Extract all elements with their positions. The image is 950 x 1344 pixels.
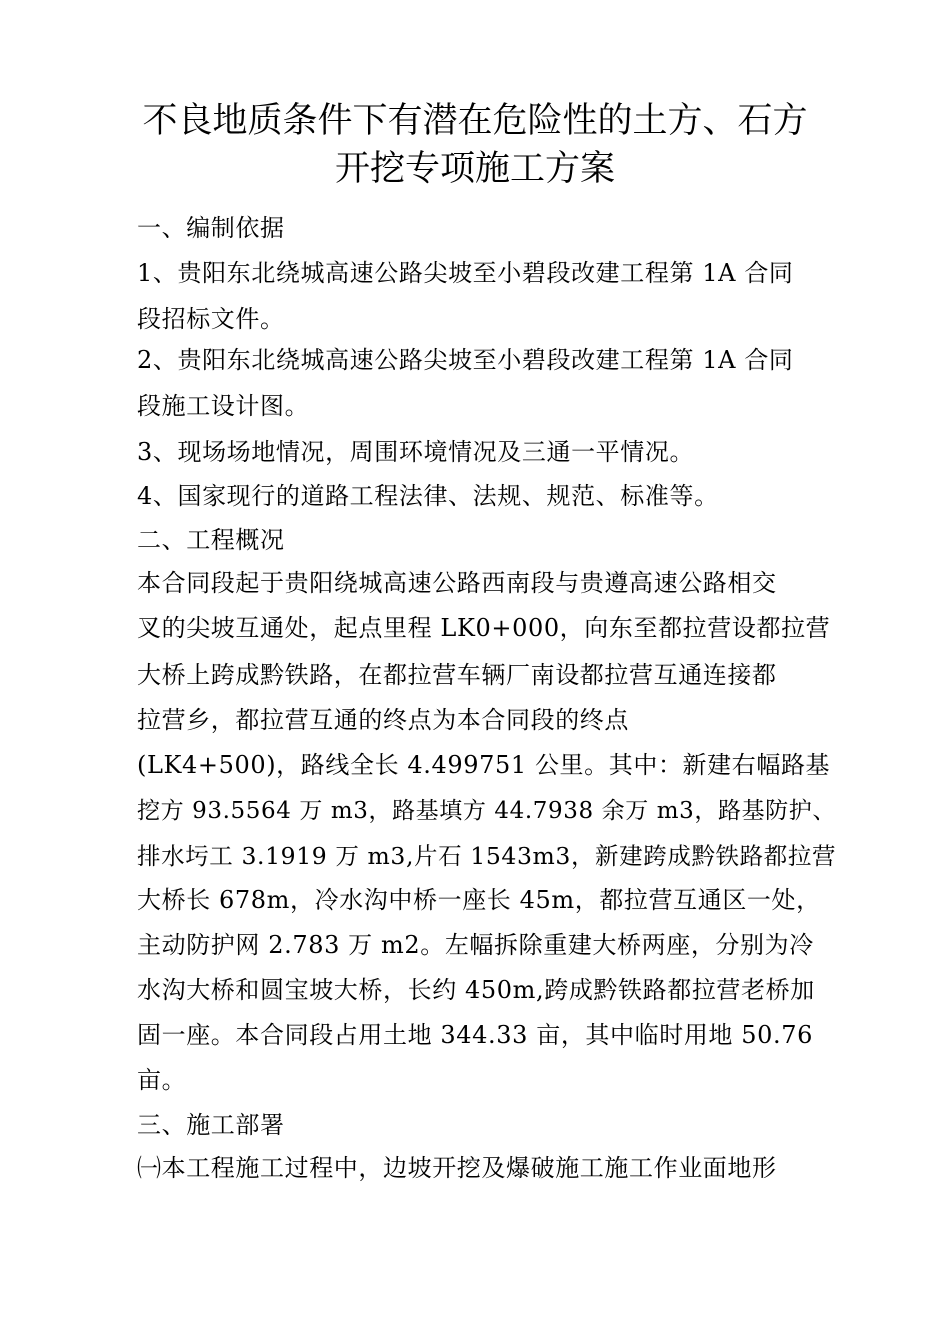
deployment-paragraph-line-1: ㈠本工程施工过程中，边坡开挖及爆破施工施工作业面地形: [137, 1154, 777, 1182]
basis-item-2-line-1: 2、贵阳东北绕城高速公路尖坡至小碧段改建工程第 1A 合同: [137, 346, 794, 374]
overview-paragraph-line-5: (LK4+500)，路线全长 4.499751 公里。其中：新建右幅路基: [137, 751, 831, 779]
document-title-line-2: 开挖专项施工方案: [334, 149, 615, 189]
overview-paragraph-line-9: 主动防护网 2.783 万 m2。左幅拆除重建大桥两座，分别为冷: [137, 931, 814, 959]
basis-item-1-line-2: 段招标文件。: [137, 305, 285, 333]
overview-paragraph-line-11: 固一座。本合同段占用土地 344.33 亩，其中临时用地 50.76: [137, 1021, 813, 1049]
overview-paragraph-line-8: 大桥长 678m，冷水沟中桥一座长 45m，都拉营互通区一处，: [137, 886, 821, 914]
overview-paragraph-line-6: 挖方 93.5564 万 m3，路基填方 44.7938 余万 m3，路基防护、: [137, 798, 836, 824]
overview-paragraph-line-3: 大桥上跨成黔铁路，在都拉营车辆厂南设都拉营互通连接都: [137, 661, 777, 689]
section-heading-basis: 一、编制依据: [137, 214, 285, 242]
overview-paragraph-line-10: 水沟大桥和圆宝坡大桥，长约 450m,跨成黔铁路都拉营老桥加: [137, 976, 815, 1004]
overview-paragraph-line-1: 本合同段起于贵阳绕城高速公路西南段与贵遵高速公路相交: [137, 569, 777, 597]
section-heading-deployment: 三、施工部署: [137, 1111, 285, 1139]
overview-paragraph-line-7: 排水圬工 3.1919 万 m3,片石 1543m3，新建跨成黔铁路都拉营: [137, 842, 837, 870]
basis-item-2-line-2: 段施工设计图。: [137, 392, 310, 420]
overview-paragraph-line-12: 亩。: [137, 1066, 187, 1094]
document-title-line-1: 不良地质条件下有潜在危险性的土方、石方: [142, 101, 808, 141]
overview-paragraph-line-2: 叉的尖坡互通处，起点里程 LK0+000，向东至都拉营设都拉营: [137, 614, 831, 642]
section-heading-overview: 二、工程概况: [137, 526, 285, 554]
basis-item-1-line-1: 1、贵阳东北绕城高速公路尖坡至小碧段改建工程第 1A 合同: [137, 259, 794, 287]
overview-paragraph-line-4: 拉营乡，都拉营互通的终点为本合同段的终点: [137, 706, 629, 734]
basis-item-3: 3、现场场地情况，周围环境情况及三通一平情况。: [137, 438, 695, 466]
basis-item-4: 4、国家现行的道路工程法律、法规、规范、标准等。: [137, 482, 719, 510]
